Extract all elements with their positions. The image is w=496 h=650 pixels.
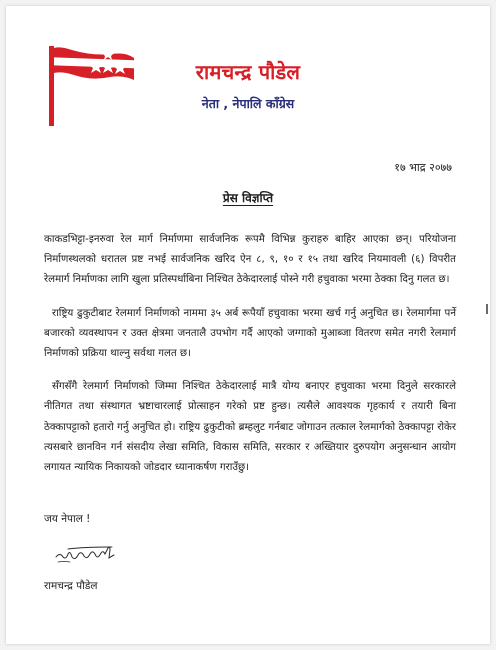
press-release-date: १७ भाद्र २०७७ bbox=[394, 161, 452, 174]
press-release-body bbox=[44, 230, 456, 491]
document-page bbox=[6, 6, 490, 644]
closing-greeting: जय नेपाल ! bbox=[44, 513, 91, 525]
body-paragraph-2: राष्ट्रिय ढुकुटीबाट रेलमार्ग निर्माणको नाममा ३५ अर्ब रूपैयाँ हचुवाका भरमा खर्च गर्नु अनुचित छ। रेलमार्गमा पर्ने बजारको व्यवस्थापन र उक्त क्षेत्रमा जनतालै उपभोग गर्दै आएको जग्गाको मुआब्जा वितरण समेत नगरी रेलमार्ग निर्माणको प्रक्रिया थाल्नु सर्वथा गलत छ। bbox=[44, 307, 456, 360]
press-release-title: प्रेस विज्ञप्ति bbox=[222, 191, 274, 205]
leader-title: नेता , नेपालि काँग्रेस bbox=[201, 96, 295, 111]
scroll-indicator bbox=[486, 304, 488, 314]
body-paragraph-3: सँगसँगै रेलमार्ग निर्माणको जिम्मा निश्चित ठेकेदारलाई मात्रै योग्य बनाएर हचुवाका भरमा दिनुले सरकारले नीतिगत तथा संस्थागत भ्रष्टाचारलाई प्रोत्साहन गरेको प्रष्ट हुन्छ। त्यसैले आवश्यक गृहकार्य र तयारी बिना ठेक्कापट्टाको हतारो गर्नु अनुचित हो। राष्ट्रिय ढुकुटीको ब्रम्हलुट गर्नबाट जोगाउन तत्काल रेलमार्गको ठेक्कापट्टा रोकेर त्यसबारे छानविन गर्न संसदीय लेखा समिति, विकास समिति, सरकार र अख्तियार दुरुपयोग अनुसन्धान आयोग लगायत न्यायिक निकायको जोडदार ध्यानाकर्षण गराउँछु। bbox=[44, 381, 456, 474]
handwritten-signature bbox=[54, 542, 116, 566]
signer-name: रामचन्द्र पौडेल bbox=[44, 580, 98, 592]
body-paragraph-1: काकडभिट्टा-इनरुवा रेल मार्ग निर्माणमा सार्वजनिक रूपमै विभिन्न कुराहरु बाहिर आएका छन्। परियोजना निर्माणस्थलको धरातल प्रष्ट नभई सार्वजनिक खरिद ऐन ८, ९, १० र १५ तथा खरिद नियमावली (६) विपरीत रेलमार्ग निर्माणका लागि खुला प्रतिस्पर्धाबिना निश्चित ठेकेदारलाई पोस्ने गरी हचुवाका भरमा ठेक्का दिनु गलत छ। bbox=[44, 234, 456, 286]
leader-name-heading: रामचन्द्र पौडेल bbox=[195, 60, 301, 84]
